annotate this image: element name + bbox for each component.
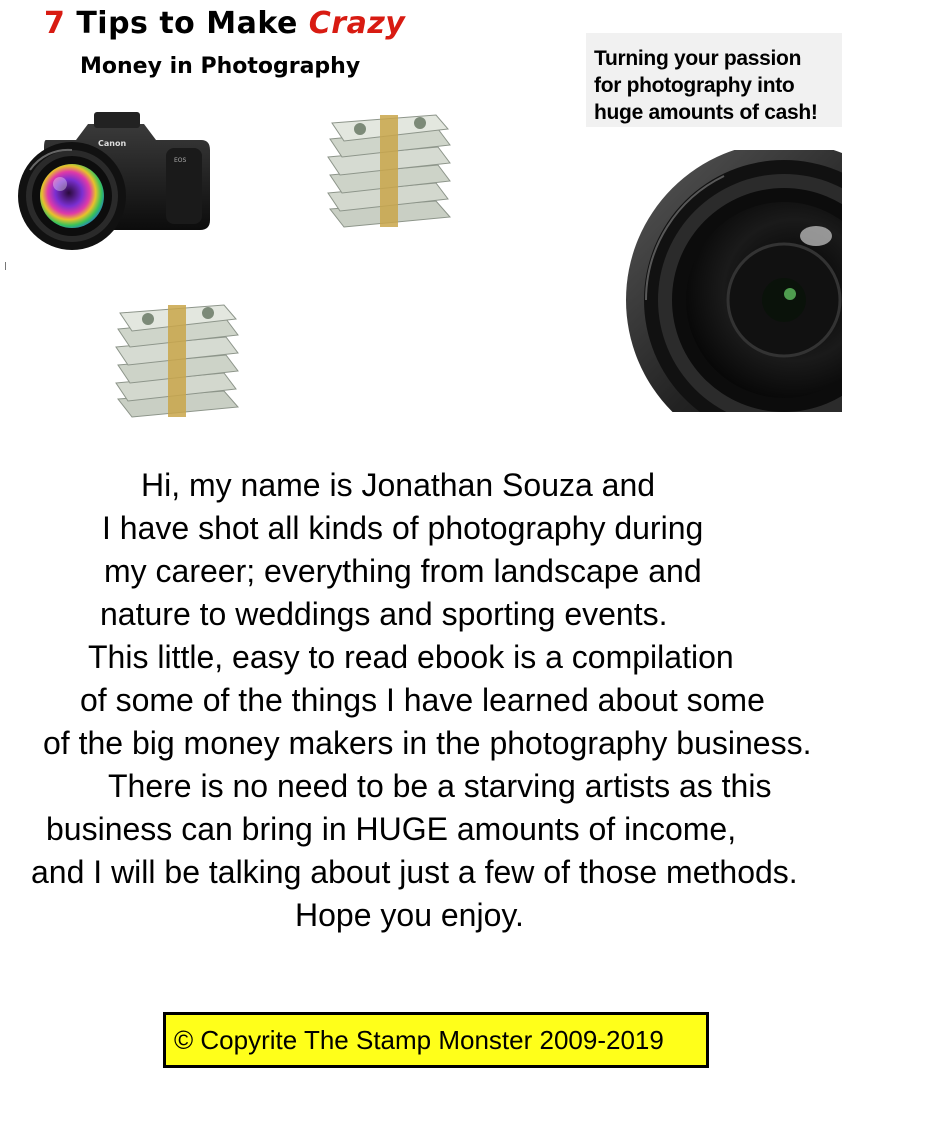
intro-line: of the big money makers in the photography business.: [43, 725, 812, 761]
camera-image: [16, 100, 216, 252]
cash-stack-image: [112, 303, 244, 427]
intro-line: Hi, my name is Jonathan Souza and: [141, 467, 656, 503]
intro-line: There is no need to be a starving artists as this: [108, 768, 772, 804]
title-text: Tips to Make: [65, 6, 309, 41]
camera-brand-text: Canon: [98, 139, 127, 148]
title-subline: Money in Photography: [80, 54, 361, 79]
cash-stack-image: [324, 113, 456, 237]
tagline-box: [586, 33, 842, 127]
tagline-line: for photography into: [594, 74, 795, 97]
intro-line: my career; everything from landscape and: [104, 553, 702, 589]
intro-line: business can bring in HUGE amounts of income,: [46, 811, 737, 847]
title-main: [44, 6, 405, 41]
intro-line: I have shot all kinds of photography during: [102, 510, 704, 546]
intro-line: Hope you enjoy.: [295, 897, 524, 933]
intro-line: nature to weddings and sporting events.: [100, 596, 668, 632]
divider-mark: [5, 262, 6, 270]
copyright-banner: © Copyrite The Stamp Monster 2009-2019: [163, 1012, 709, 1068]
intro-line: and I will be talking about just a few of those methods.: [31, 854, 798, 890]
tagline-line: Turning your passion: [594, 47, 802, 70]
intro-line: of some of the things I have learned about some: [80, 682, 765, 718]
intro-line: This little, easy to read ebook is a compilation: [88, 639, 734, 675]
tagline-line: huge amounts of cash!: [594, 101, 818, 124]
lens-image: [624, 150, 842, 412]
camera-model-text: EOS: [174, 157, 187, 164]
title-number: 7: [44, 6, 66, 41]
title-emphasis: Crazy: [308, 6, 406, 41]
